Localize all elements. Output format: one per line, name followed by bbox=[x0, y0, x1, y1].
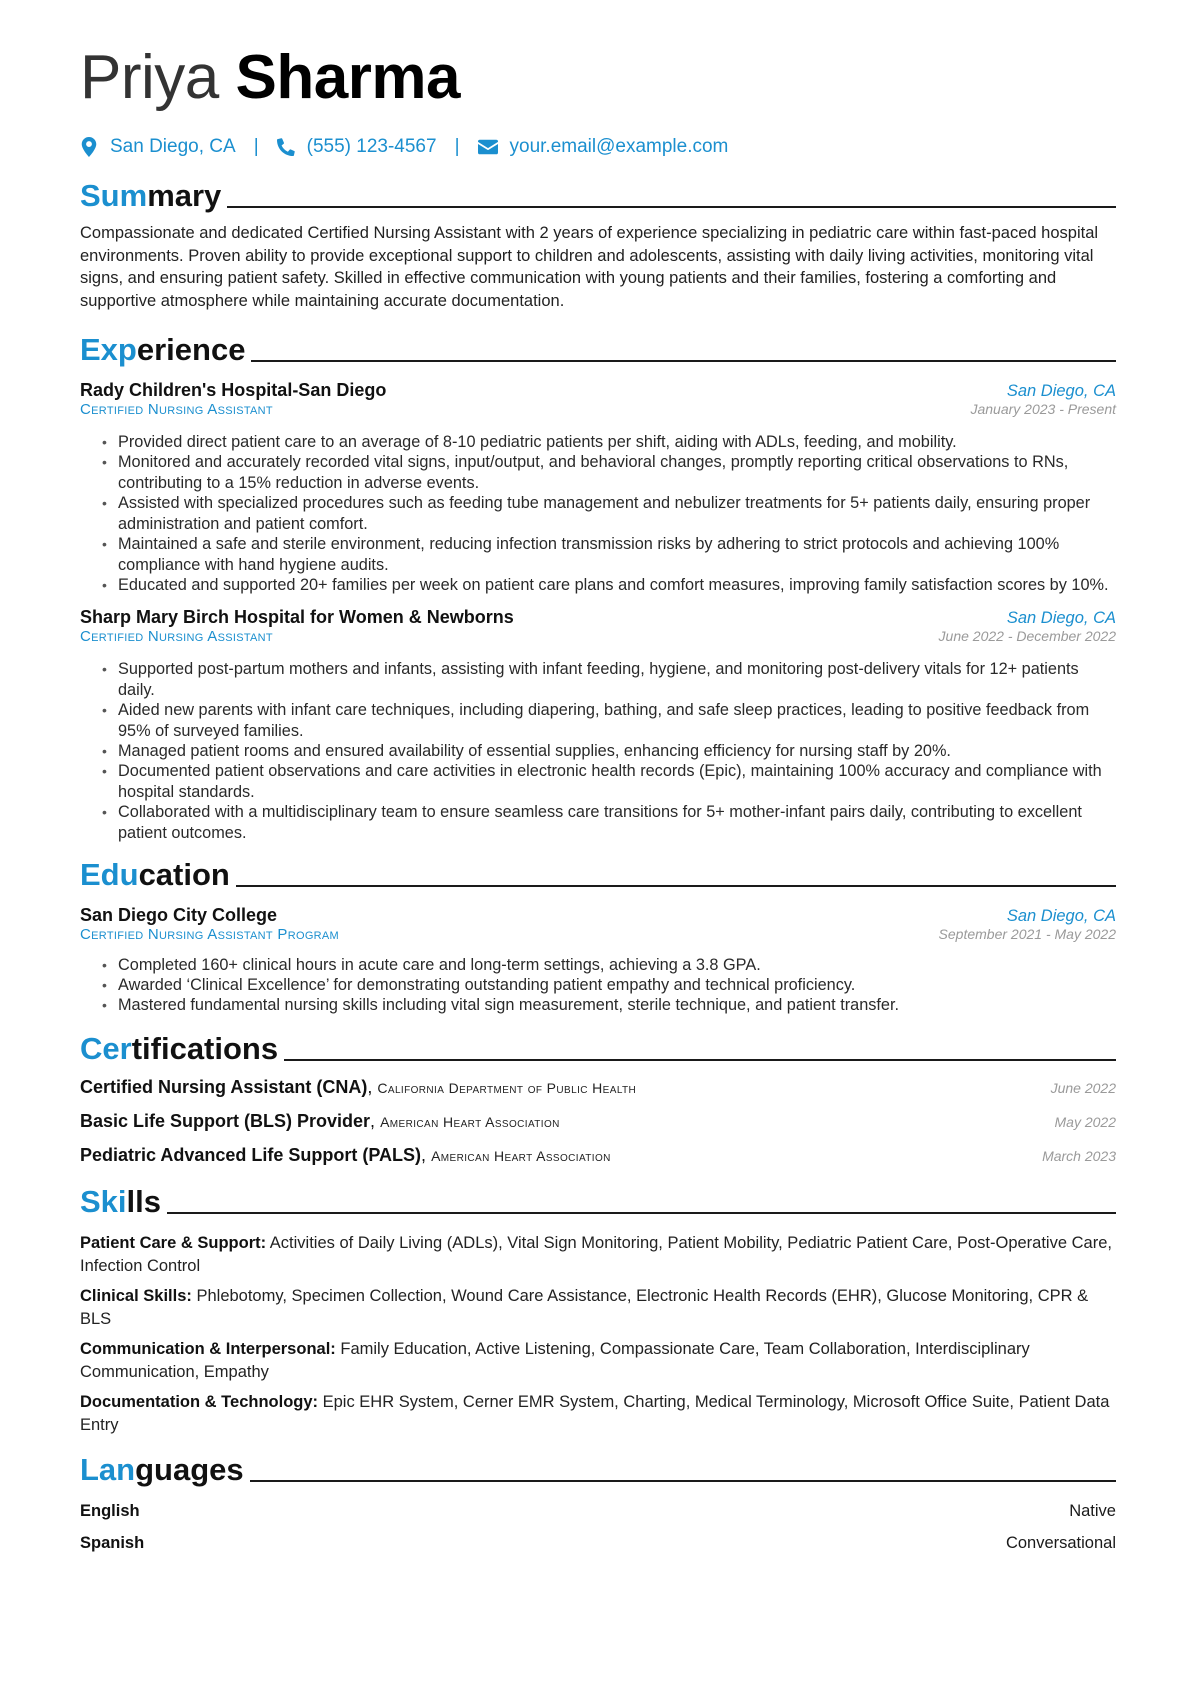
candidate-name bbox=[80, 38, 1116, 118]
skills-title-rest: lls bbox=[126, 1184, 161, 1219]
job-entry bbox=[80, 380, 1116, 596]
skill-value: Family Education, Active Listening, Compassionate Care, Team Collaboration, Interdisciplinary Communication, Empathy bbox=[80, 1340, 1030, 1381]
summary-title-rest: mary bbox=[147, 178, 222, 213]
job-role: Certified Nursing Assistant bbox=[80, 401, 273, 418]
education-title-accent: Edu bbox=[80, 857, 139, 892]
skill-label: Clinical Skills: bbox=[80, 1287, 192, 1305]
list-item: • Aided new parents with infant care techniques, including diapering, bathing, and safe sleep practices, leading to positive feedback from 95% of surveyed families. bbox=[118, 700, 1116, 742]
contact-separator: | bbox=[454, 136, 460, 157]
certification-item: Basic Life Support (BLS) Provider, American Heart Association May 2022 bbox=[80, 1111, 1116, 1131]
phone-icon bbox=[277, 137, 295, 157]
contact-separator: | bbox=[253, 136, 259, 157]
cert-issuer: American Heart Association bbox=[431, 1148, 611, 1164]
certifications-title-rest: tifications bbox=[131, 1031, 279, 1066]
skill-value: Phlebotomy, Specimen Collection, Wound Care Assistance, Electronic Health Records (EHR), Glucose Monitoring, CPR & BLS bbox=[80, 1287, 1089, 1328]
contact-email[interactable] bbox=[478, 136, 729, 158]
languages-heading bbox=[80, 1446, 1116, 1488]
cert-issuer: American Heart Association bbox=[380, 1114, 560, 1130]
section-divider bbox=[251, 360, 1116, 362]
list-item: • Assisted with specialized procedures such as feeding tube management and nebulizer treatments for 5+ patients daily, ensuring proper administration and patient comfort. bbox=[118, 493, 1116, 535]
list-item: • Supported post-partum mothers and infants, assisting with infant feeding, hygiene, and monitoring post-delivery vitals for 12+ patients daily. bbox=[118, 659, 1116, 701]
program-name: Certified Nursing Assistant Program bbox=[80, 926, 340, 943]
cert-date: June 2022 bbox=[1050, 1080, 1116, 1096]
language-level: Conversational bbox=[1005, 1534, 1116, 1552]
job-location: San Diego, CA bbox=[1006, 609, 1116, 627]
job-bullets bbox=[80, 432, 1116, 596]
skills-heading bbox=[80, 1178, 1116, 1220]
list-item: • Monitored and accurately recorded vital signs, input/output, and behavioral changes, promptly reporting critical observations to RNs, contributing to a 15% reduction in adverse events. bbox=[118, 452, 1116, 494]
contact-phone[interactable] bbox=[277, 136, 437, 158]
list-item: • Provided direct patient care to an average of 8-10 pediatric patients per shift, aiding with ADLs, feeding, and mobility. bbox=[118, 432, 1116, 453]
languages-title-rest: guages bbox=[135, 1452, 244, 1487]
cert-date: March 2023 bbox=[1042, 1148, 1116, 1164]
job-bullets bbox=[80, 659, 1116, 844]
language-item bbox=[80, 1534, 1116, 1556]
experience-title-rest: erience bbox=[136, 332, 246, 367]
skill-label: Communication & Interpersonal: bbox=[80, 1340, 336, 1358]
skill-value: Activities of Daily Living (ADLs), Vital Sign Monitoring, Patient Mobility, Pediatric Patient Care, Post-Operative Care, Infection Control bbox=[80, 1234, 1112, 1275]
summary-title-accent: Sum bbox=[80, 178, 148, 213]
list-item: • Mastered fundamental nursing skills including vital sign measurement, sterile technique, and patient transfer. bbox=[118, 995, 1116, 1016]
skill-group bbox=[80, 1285, 1116, 1330]
languages-title-accent: Lan bbox=[80, 1452, 136, 1487]
job-org: Sharp Mary Birch Hospital for Women & Newborns bbox=[80, 607, 514, 627]
language-name: English bbox=[80, 1502, 140, 1520]
cert-date: May 2022 bbox=[1054, 1114, 1116, 1130]
list-item: • Awarded ‘Clinical Excellence’ for demonstrating outstanding patient empathy and technical proficiency. bbox=[118, 975, 1116, 996]
school-name: San Diego City College bbox=[80, 905, 278, 925]
education-bullets bbox=[80, 955, 1116, 1016]
cert-name: Basic Life Support (BLS) Provider bbox=[80, 1111, 371, 1131]
education-dates: September 2021 - May 2022 bbox=[938, 926, 1116, 942]
first-name: Priya bbox=[80, 43, 219, 112]
certification-item: Pediatric Advanced Life Support (PALS), American Heart Association March 2023 bbox=[80, 1145, 1116, 1165]
list-item: • Completed 160+ clinical hours in acute care and long-term settings, achieving a 3.8 GPA. bbox=[118, 955, 1116, 976]
language-name: Spanish bbox=[80, 1534, 145, 1552]
certification-item: Certified Nursing Assistant (CNA), California Department of Public Health June 2022 bbox=[80, 1077, 1116, 1097]
language-item bbox=[80, 1502, 1116, 1524]
school-location: San Diego, CA bbox=[1006, 907, 1116, 925]
skills-title-accent: Ski bbox=[80, 1184, 127, 1219]
experience-title-accent: Exp bbox=[80, 332, 137, 367]
list-item: • Managed patient rooms and ensured availability of essential supplies, enhancing efficiency for nursing staff by 20%. bbox=[118, 741, 1116, 762]
skill-group bbox=[80, 1338, 1116, 1383]
cert-name: Pediatric Advanced Life Support (PALS) bbox=[80, 1145, 422, 1165]
summary-heading bbox=[80, 172, 1116, 214]
education-entry bbox=[80, 905, 1116, 1016]
skill-label: Documentation & Technology: bbox=[80, 1393, 319, 1411]
cert-name: Certified Nursing Assistant (CNA) bbox=[80, 1077, 368, 1097]
cert-issuer: California Department of Public Health bbox=[377, 1080, 637, 1096]
last-name: Sharma bbox=[235, 43, 460, 112]
list-item: • Collaborated with a multidisciplinary team to ensure seamless care transitions for 5+ mother-infant pairs daily, contributing to excellent patient outcomes. bbox=[118, 802, 1116, 844]
list-item: • Documented patient observations and care activities in electronic health records (Epic), maintaining 100% accuracy and compliance with hospital standards. bbox=[118, 761, 1116, 803]
section-divider bbox=[250, 1480, 1116, 1482]
list-item: • Educated and supported 20+ families per week on patient care plans and comfort measures, improving family satisfaction scores by 10%. bbox=[118, 575, 1116, 596]
contact-location bbox=[80, 136, 236, 158]
certifications-heading bbox=[80, 1025, 1116, 1067]
job-dates: January 2023 - Present bbox=[970, 401, 1116, 417]
skill-group bbox=[80, 1391, 1116, 1436]
experience-heading bbox=[80, 326, 1116, 368]
section-divider bbox=[236, 885, 1116, 887]
section-divider bbox=[284, 1059, 1116, 1061]
skill-label: Patient Care & Support: bbox=[80, 1234, 267, 1252]
job-org: Rady Children's Hospital-San Diego bbox=[80, 380, 387, 400]
job-role: Certified Nursing Assistant bbox=[80, 628, 273, 645]
envelope-icon bbox=[478, 139, 498, 155]
education-heading bbox=[80, 851, 1116, 893]
job-dates: June 2022 - December 2022 bbox=[938, 628, 1116, 644]
certifications-title-accent: Cer bbox=[80, 1031, 132, 1066]
map-pin-icon bbox=[80, 137, 98, 157]
language-level: Native bbox=[1069, 1502, 1116, 1520]
job-location: San Diego, CA bbox=[1006, 382, 1116, 400]
list-item: • Maintained a safe and sterile environment, reducing infection transmission risks by adhering to strict protocols and achieving 100% compliance with hand hygiene audits. bbox=[118, 534, 1116, 576]
skill-value: Epic EHR System, Cerner EMR System, Charting, Medical Terminology, Microsoft Office Suite, Patient Data Entry bbox=[80, 1393, 1110, 1434]
section-divider bbox=[167, 1212, 1116, 1214]
contact-bar bbox=[80, 132, 1116, 162]
phone-text[interactable]: (555) 123-4567 bbox=[306, 136, 437, 157]
summary-text: Compassionate and dedicated Certified Nursing Assistant with 2 years of experience specializing in pediatric care within fast-paced hospital environments. Proven ability to provide exceptional support to children and adolescents, assisting with daily living activities, monitoring vital signs, and ensuring patient safety. Skilled in effective communication with young patients and their families, fostering a comforting and supportive atmosphere while maintaining accurate documentation. bbox=[80, 224, 1099, 310]
job-entry bbox=[80, 607, 1116, 844]
email-link[interactable]: your.email@example.com bbox=[509, 136, 729, 157]
section-divider bbox=[227, 206, 1116, 208]
education-title-rest: cation bbox=[138, 857, 230, 892]
location-text: San Diego, CA bbox=[110, 136, 236, 157]
skill-group bbox=[80, 1232, 1116, 1277]
